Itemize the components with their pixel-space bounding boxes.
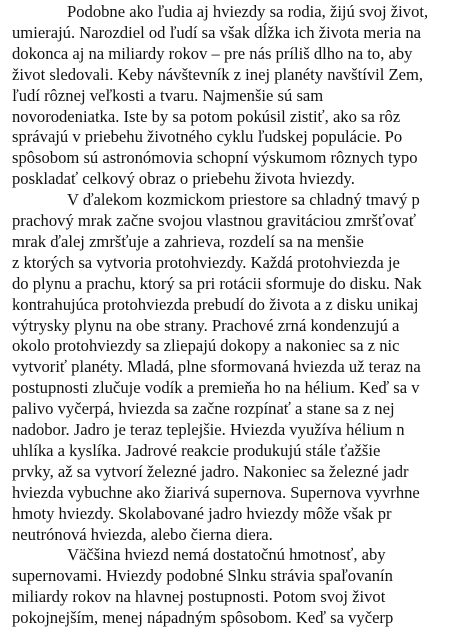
text-line: nadobor. Jadro je teraz teplejšie. Hviezda využíva hélium n: [12, 420, 405, 439]
text-line: hviezda vybuchne ako žiarivá supernova. Supernova vyvrhne: [12, 482, 420, 502]
text-line: do plynu a prachu, ktorý sa pri rotácii sformuje do disku. Nak: [12, 273, 422, 293]
text-line: z ktorých sa vytvoria protohviezdy. Každá protohviezda je: [12, 252, 400, 272]
text-line: prvky, až sa vytvorí železné jadro. Nakoniec sa železné jadr: [12, 461, 409, 481]
text-line: kontrahujúca protohviezda prebudí do života a z disku unikaj: [12, 294, 419, 314]
text-line: život sledovali. Keby návštevník z inej planéty navštívil Zem,: [12, 64, 424, 84]
text-line: miliardy rokov na hlavnej postupnosti. Potom svoj život: [12, 587, 386, 607]
text-line: dokonca aj na miliardy rokov – pre nás príliš dlho na to, aby: [12, 43, 413, 63]
text-line: mrak ďalej zmršťuje a zahrieva, rozdelí sa na menšie: [12, 231, 364, 251]
text-line: umierajú. Narozdiel od ľudí sa však dĺžka ich života meria na: [12, 22, 421, 42]
text-line: novorodeniatka. Iste by sa potom pokúsil zistiť, ako sa rôz: [12, 106, 401, 126]
paragraph-first-line: V ďalekom kozmickom priestore sa chladný tmavý p: [67, 190, 420, 210]
text-line: uhlíka a kyslíka. Jadrové reakcie produkujú stále ťažšie: [12, 440, 381, 460]
text-line: palivo vyčerpá, hviezda sa začne rozpínať a stane sa z nej: [12, 399, 395, 419]
text-line: výtrysky plynu na obe strany. Prachové zrná kondenzujú a: [12, 315, 400, 335]
text-line: neutrónová hviezda, alebo čierna diera.: [12, 524, 273, 544]
text-line: okolo protohviezdy sa zliepajú dokopy a nakoniec sa z nic: [12, 336, 400, 356]
text-line: ľudí rôznej veľkosti a tvaru. Najmenšie sú sam: [12, 85, 324, 105]
text-line: poskladať celkový obraz o priebehu života hviezdy.: [12, 169, 355, 189]
paragraph-first-line: Väčšina hviezd nemá dostatočnú hmotnosť, aby: [67, 545, 386, 565]
text-line: pokojnejším, menej nápadným spôsobom. Keď sa vyčerp: [12, 608, 394, 628]
text-line: spôsobom sú astronómovia schopní výskumom rôznych typo: [12, 148, 418, 168]
text-line: správajú v priebehu životného cyklu ľudskej populácie. Po: [12, 127, 403, 147]
paragraph-first-line: Podobne ako ľudia aj hviezdy sa rodia, žijú svoj život,: [67, 2, 429, 21]
text-line: prachový mrak začne svojou vlastnou gravitáciou zmršťovať: [12, 211, 417, 230]
text-line: postupnosti zlučuje vodík a premieňa ho na hélium. Keď sa v: [12, 378, 420, 398]
text-line: hmoty hviezdy. Skolabované jadro hviezdy môže však pr: [12, 503, 392, 523]
text-line: vytvoriť planéty. Mladá, plne sformovaná hviezda už teraz na: [12, 357, 421, 377]
text-line: supernovami. Hviezdy podobné Slnku strávia spaľovanín: [12, 566, 393, 586]
